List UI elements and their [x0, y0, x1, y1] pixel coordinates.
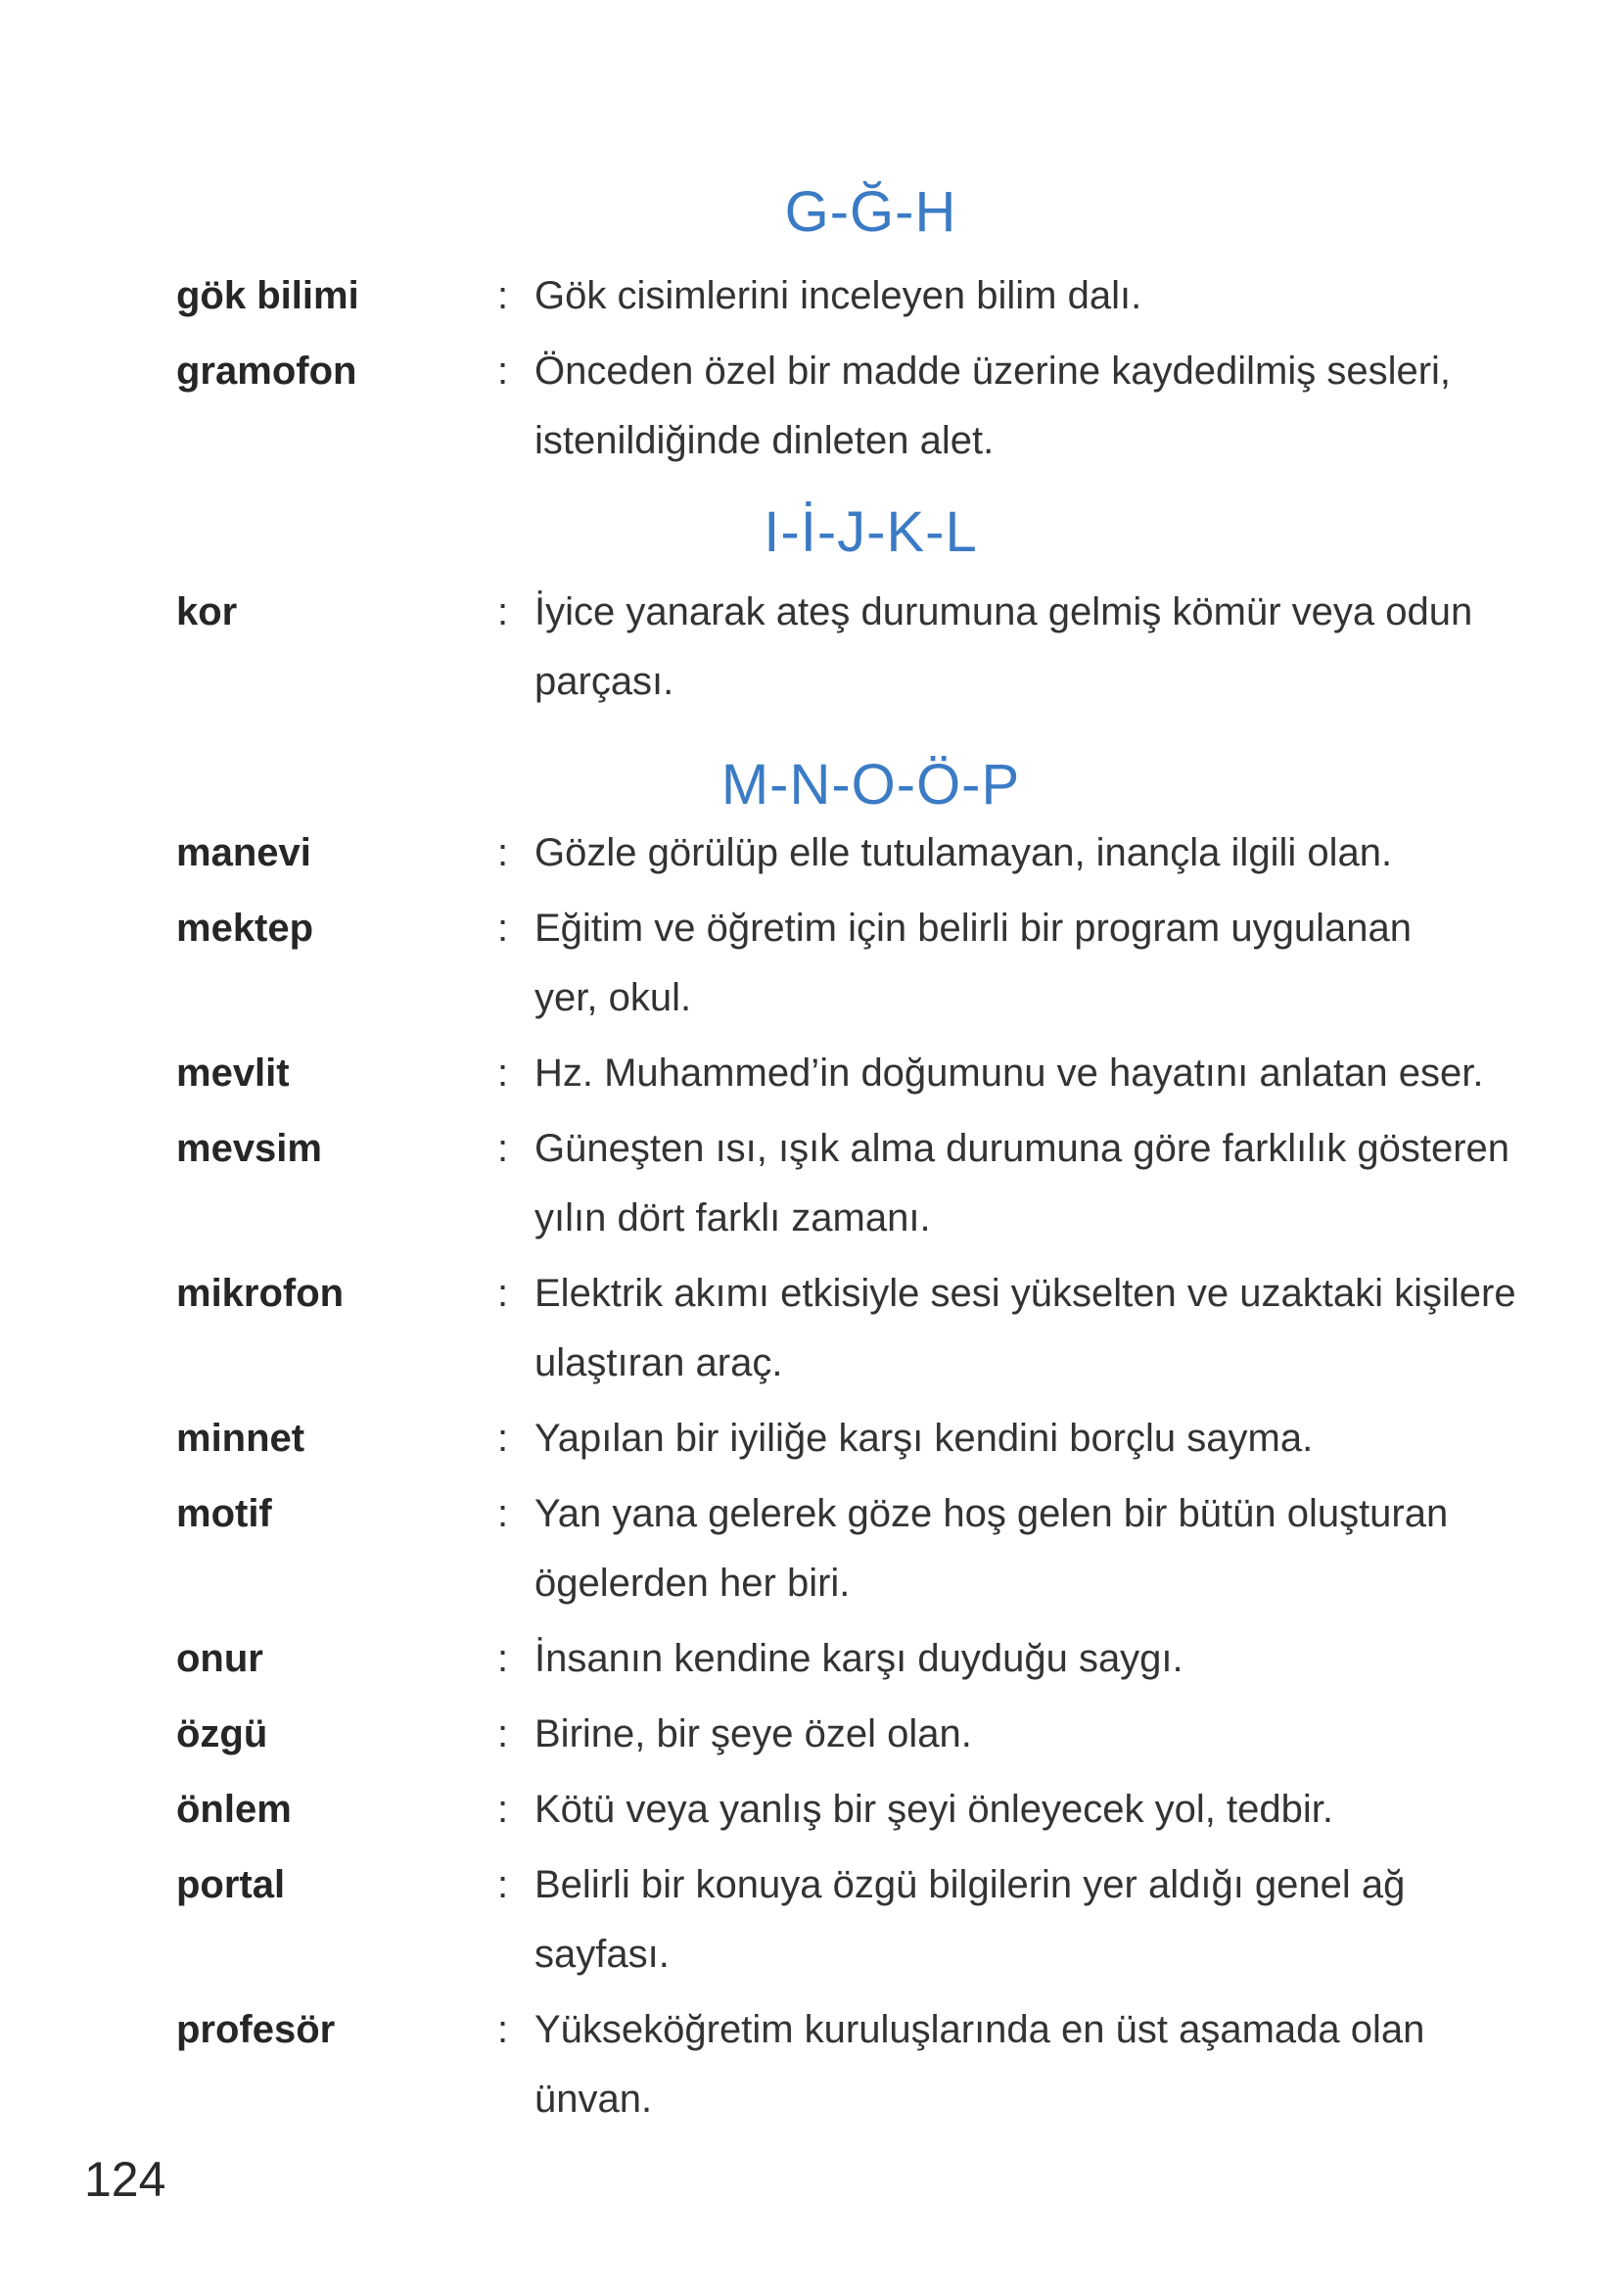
glossary-entry: [176, 578, 1565, 717]
definition-line: Gözle görülüp elle tutulamayan, inançla ilgili olan.: [534, 831, 1393, 874]
entry-separator: :: [497, 1417, 509, 1460]
entry-definition: [534, 818, 1565, 888]
definition-line: Birine, bir şeye özel olan.: [534, 1712, 972, 1755]
glossary-entry: [176, 337, 1565, 476]
definition-line: yer, okul.: [534, 976, 692, 1019]
glossary-entry: [176, 1479, 1565, 1618]
section-header: I-İ-J-K-L: [764, 500, 978, 564]
glossary-entry: [176, 1624, 1565, 1694]
definition-line: Yükseköğretim kuruluşlarında en üst aşamada olan: [534, 2008, 1425, 2051]
entry-term: mevlit: [176, 1052, 290, 1095]
entry-separator: :: [497, 1492, 509, 1535]
definition-line: Elektrik akımı etkisiyle sesi yükselten ve uzaktaki kişilere: [534, 1272, 1516, 1315]
page-number: 124: [84, 2152, 166, 2207]
definition-line: ulaştıran araç.: [534, 1341, 783, 1384]
entry-definition: [534, 1114, 1565, 1253]
glossary-entry: [176, 1995, 1565, 2134]
definition-line: istenildiğinde dinleten alet.: [534, 419, 995, 462]
definition-line: Yan yana gelerek göze hoş gelen bir bütün oluşturan: [534, 1492, 1449, 1535]
entry-separator: :: [497, 1127, 509, 1170]
glossary-entry: [176, 1039, 1565, 1108]
entry-term: minnet: [176, 1417, 305, 1460]
entry-term: kor: [176, 590, 238, 633]
entry-separator: :: [497, 1863, 509, 1906]
entry-term: mektep: [176, 907, 314, 950]
entry-term: özgü: [176, 1712, 268, 1755]
glossary-entry: [176, 894, 1565, 1033]
glossary-entry: [176, 818, 1565, 888]
definition-line: Eğitim ve öğretim için belirli bir program uygulanan: [534, 907, 1412, 950]
glossary-entry: [176, 1114, 1565, 1253]
definition-line: Güneşten ısı, ışık alma durumuna göre farklılık gösteren: [534, 1127, 1510, 1170]
definition-line: ögelerden her biri.: [534, 1562, 851, 1605]
entry-definition: [534, 1404, 1565, 1473]
entry-definition: [534, 1850, 1565, 1989]
entry-definition: [534, 894, 1565, 1033]
entry-term: profesör: [176, 2008, 336, 2051]
definition-line: Yapılan bir iyiliğe karşı kendini borçlu sayma.: [534, 1417, 1314, 1460]
entry-term: portal: [176, 1863, 286, 1906]
entry-separator: :: [497, 1788, 509, 1831]
definition-line: Gök cisimlerini inceleyen bilim dalı.: [534, 274, 1142, 317]
entry-separator: :: [497, 1272, 509, 1315]
entry-definition: [534, 1700, 1565, 1769]
glossary-entry: [176, 1404, 1565, 1473]
entry-definition: [534, 337, 1565, 476]
glossary-section: [176, 501, 1565, 717]
entry-term: gök bilimi: [176, 274, 359, 317]
glossary-entry: [176, 1259, 1565, 1398]
entry-separator: :: [497, 1712, 509, 1755]
entry-definition: [534, 578, 1565, 717]
section-header: G-Ğ-H: [784, 180, 957, 244]
entry-separator: :: [497, 590, 509, 633]
definition-line: Önceden özel bir madde üzerine kaydedilmiş sesleri,: [534, 350, 1452, 393]
entry-term: önlem: [176, 1788, 292, 1831]
entry-separator: :: [497, 907, 509, 950]
definition-line: ünvan.: [534, 2078, 653, 2121]
entry-definition: [534, 261, 1565, 331]
entry-term: onur: [176, 1637, 263, 1680]
entry-definition: [534, 1479, 1565, 1618]
glossary-section: [176, 181, 1565, 476]
entry-definition: [534, 1624, 1565, 1694]
entry-definition: [534, 1775, 1565, 1845]
entry-separator: :: [497, 1637, 509, 1680]
entry-separator: :: [497, 1052, 509, 1095]
entry-separator: :: [497, 2008, 509, 2051]
glossary-entry: [176, 261, 1565, 331]
definition-line: Hz. Muhammed’in doğumunu ve hayatını anlatan eser.: [534, 1052, 1484, 1095]
entry-separator: :: [497, 350, 509, 393]
entry-separator: :: [497, 274, 509, 317]
entry-definition: [534, 1259, 1565, 1398]
entry-term: manevi: [176, 831, 311, 874]
glossary-entry: [176, 1850, 1565, 1989]
definition-line: yılın dört farklı zamanı.: [534, 1196, 931, 1239]
entry-definition: [534, 1039, 1565, 1108]
entry-term: mevsim: [176, 1127, 322, 1170]
definition-line: İyice yanarak ateş durumuna gelmiş kömür veya odun: [534, 590, 1473, 633]
entry-term: mikrofon: [176, 1272, 345, 1315]
entry-definition: [534, 1995, 1565, 2134]
section-header: M-N-O-Ö-P: [720, 753, 1021, 817]
definition-line: Kötü veya yanlış bir şeyi önleyecek yol, tedbir.: [534, 1788, 1333, 1831]
definition-line: sayfası.: [534, 1933, 670, 1976]
definition-line: İnsanın kendine karşı duyduğu saygı.: [534, 1637, 1183, 1680]
entry-term: motif: [176, 1492, 272, 1535]
definition-line: parçası.: [534, 660, 674, 703]
glossary-section: [176, 754, 1565, 2134]
glossary-entry: [176, 1700, 1565, 1769]
entry-separator: :: [497, 831, 509, 874]
entry-term: gramofon: [176, 350, 357, 393]
glossary-entry: [176, 1775, 1565, 1845]
definition-line: Belirli bir konuya özgü bilgilerin yer aldığı genel ağ: [534, 1863, 1406, 1906]
